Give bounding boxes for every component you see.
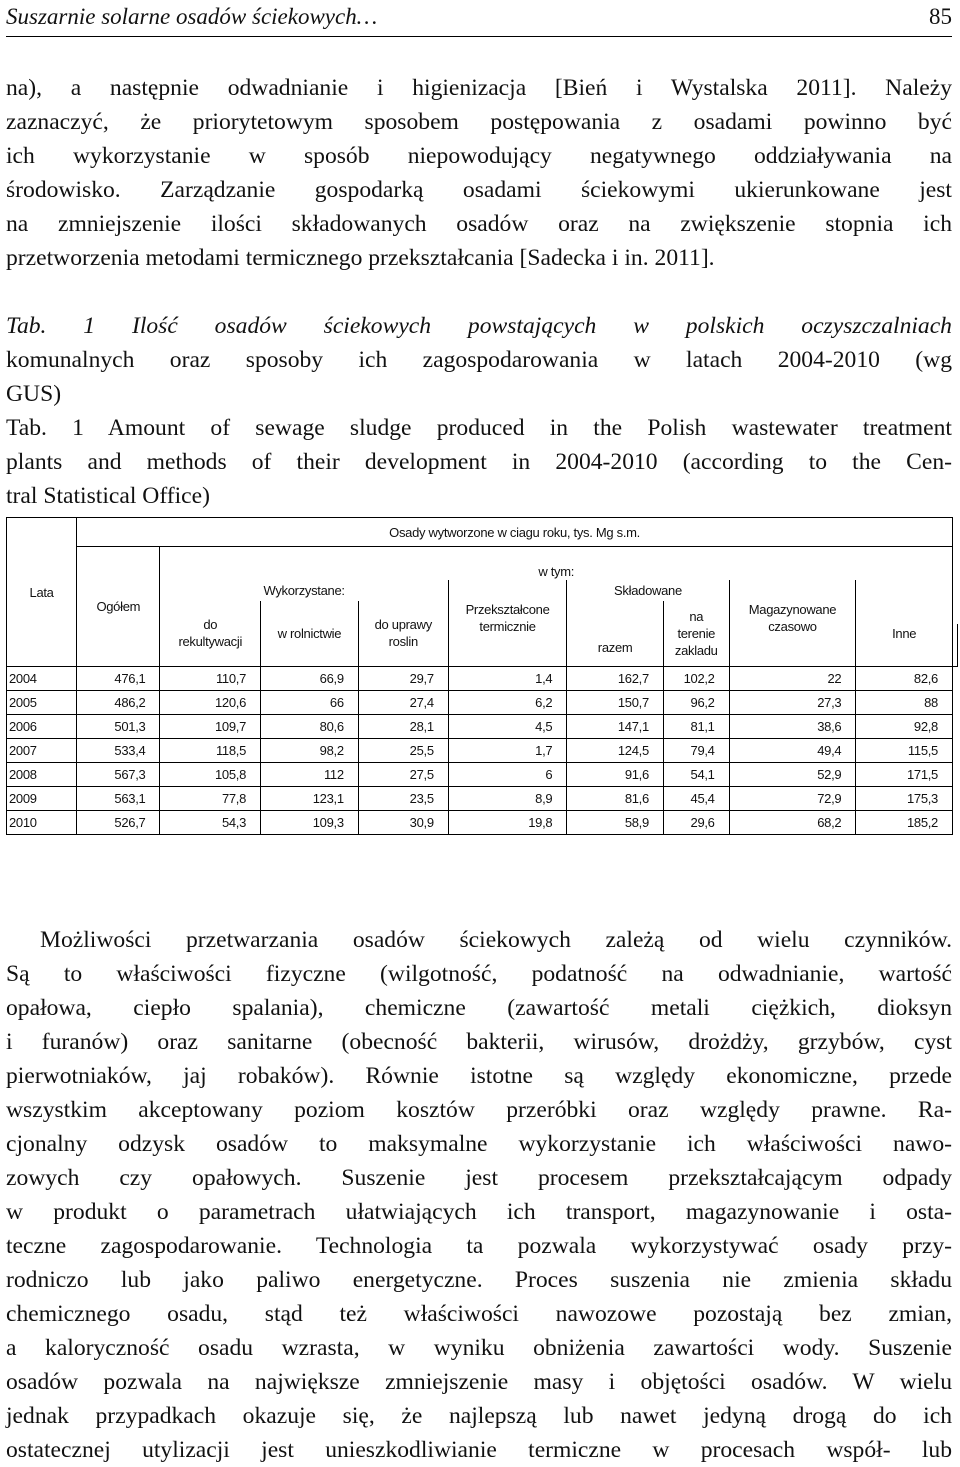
paragraph-line: a kaloryczność osadu wzrasta, w wyniku obniżenia zawartości wody. Suszenie — [6, 1335, 952, 1361]
crops-cell: 30,9 — [358, 811, 448, 835]
total-cell: 567,3 — [77, 763, 160, 787]
agriculture-cell: 123,1 — [261, 787, 359, 811]
year-cell: 2005 — [7, 691, 77, 715]
other-header: Inne — [856, 601, 953, 667]
temporary-storage-cell: 68,2 — [729, 811, 856, 835]
on-site-cell: 102,2 — [663, 667, 729, 691]
table-row — [7, 715, 958, 739]
crops-header: do uprawy roslin — [358, 601, 448, 667]
agriculture-cell: 66 — [261, 691, 359, 715]
stored-total-cell: 58,9 — [567, 811, 664, 835]
on-site-cell: 29,6 — [663, 811, 729, 835]
paragraph-line: przetworzenia metodami termicznego przekształcania [Sadecka i in. 2011]. — [6, 245, 715, 271]
reclamation-header: do rekultywacji — [160, 601, 261, 667]
temporary-storage-cell: 52,9 — [729, 763, 856, 787]
caption-line: GUS) — [6, 381, 62, 407]
blank-cell — [953, 624, 958, 667]
paragraph-line: w produkt o parametrach ułatwiających ich transport, magazynowanie i osta- — [6, 1199, 952, 1225]
paragraph-line: na), a następnie odwadnianie i higienizacja [Bień i Wystalska 2011]. Należy — [6, 75, 952, 101]
paragraph-line: środowisko. Zarządzanie gospodarką osadami ściekowymi ukierunkowane jest — [6, 177, 952, 203]
agriculture-header: w rolnictwie — [261, 601, 359, 667]
page-number: 85 — [929, 4, 952, 29]
year-header: Lata — [7, 518, 77, 667]
temporary-storage-cell: 27,3 — [729, 691, 856, 715]
other-cell: 171,5 — [856, 763, 953, 787]
total-header: Ogółem — [77, 547, 160, 667]
thermal-cell: 8,9 — [448, 787, 567, 811]
paragraph-line: zowych czy opałowych. Suszenie jest procesem przekształcającym odpady — [6, 1165, 952, 1191]
caption-line: komunalnych oraz sposoby ich zagospodarowania w latach 2004-2010 (wg — [6, 347, 952, 373]
other-cell: 88 — [856, 691, 953, 715]
caption-line: Tab. 1 Amount of sewage sludge produced in the Polish wastewater treatment — [6, 415, 952, 441]
stored-total-cell: 150,7 — [567, 691, 664, 715]
stored-total-cell: 81,6 — [567, 787, 664, 811]
paragraph-line: zaznaczyć, że priorytetowym sposobem postępowania z osadami powinno być — [6, 109, 952, 135]
year-cell: 2010 — [7, 811, 77, 835]
caption-line: plants and methods of their development in 2004-2010 (according to the Cen- — [6, 449, 952, 475]
temporary-storage-cell: 49,4 — [729, 739, 856, 763]
agriculture-cell: 66,9 — [261, 667, 359, 691]
year-cell: 2006 — [7, 715, 77, 739]
crops-cell: 25,5 — [358, 739, 448, 763]
agriculture-cell: 109,3 — [261, 811, 359, 835]
other-cell: 185,2 — [856, 811, 953, 835]
blank-cell — [729, 580, 856, 601]
paragraph-line: rodniczo lub jako paliwo energetyczne. Proces suszenia nie zmienia składu — [6, 1267, 952, 1293]
year-cell: 2008 — [7, 763, 77, 787]
on-site-cell: 79,4 — [663, 739, 729, 763]
table-title: Osady wytworzone w ciagu roku, tys. Mg s.m. — [77, 518, 953, 547]
total-cell: 526,7 — [77, 811, 160, 835]
year-cell: 2007 — [7, 739, 77, 763]
total-cell: 533,4 — [77, 739, 160, 763]
on-site-cell: 54,1 — [663, 763, 729, 787]
paragraph-line: na zmniejszenie ilości składowanych osadów oraz na zwiększenie stopnia ich — [6, 211, 952, 237]
paragraph-line: osadów pozwala na największe zmniejszenie masy i objętości osadów. W wielu — [6, 1369, 952, 1395]
table-caption-pl — [6, 309, 952, 411]
thermal-cell: 4,5 — [448, 715, 567, 739]
caption-line: tral Statistical Office) — [6, 483, 210, 509]
caption-line — [6, 309, 952, 343]
blank-cell — [856, 580, 953, 601]
table-row — [7, 691, 958, 715]
total-cell: 501,3 — [77, 715, 160, 739]
temporary-storage-cell: 38,6 — [729, 715, 856, 739]
crops-cell: 27,5 — [358, 763, 448, 787]
paragraph-line: wszystkim akceptowany poziom kosztów przeróbki oraz względy prawne. Ra- — [6, 1097, 952, 1123]
other-cell: 115,5 — [856, 739, 953, 763]
temporary-storage-header: Magazynowane czasowo — [729, 601, 856, 667]
paragraph-line: chemicznego osadu, stąd też właściwości nawozowe pozostają bez zmian, — [6, 1301, 952, 1327]
agriculture-cell: 112 — [261, 763, 359, 787]
on-site-header: na terenie zakladu — [663, 601, 729, 667]
stored-total-cell: 124,5 — [567, 739, 664, 763]
crops-cell: 27,4 — [358, 691, 448, 715]
other-cell: 92,8 — [856, 715, 953, 739]
reclamation-cell: 77,8 — [160, 787, 261, 811]
used-header: Wykorzystane: — [160, 580, 448, 601]
reclamation-cell: 54,3 — [160, 811, 261, 835]
total-cell: 486,2 — [77, 691, 160, 715]
thermal-cell: 6 — [448, 763, 567, 787]
paragraph-line: ostatecznej utylizacji jest unieszkodliwianie termiczne w procesach współ- lub — [6, 1437, 952, 1463]
year-cell: 2009 — [7, 787, 77, 811]
agriculture-cell: 98,2 — [261, 739, 359, 763]
paragraph-line: jednak przypadkach okazuje się, że najlepszą lub nawet jedyną drogą do ich — [6, 1403, 952, 1429]
thermal-cell: 1,4 — [448, 667, 567, 691]
on-site-cell: 45,4 — [663, 787, 729, 811]
table-row — [7, 811, 958, 835]
crops-cell: 29,7 — [358, 667, 448, 691]
total-cell: 563,1 — [77, 787, 160, 811]
paragraph-line: teczne zagospodarowanie. Technologia ta pozwala wykorzystywać osady przy- — [6, 1233, 952, 1259]
table-row — [7, 787, 958, 811]
on-site-cell: 81,1 — [663, 715, 729, 739]
sludge-table — [6, 517, 958, 835]
paragraph-line: Są to właściwości fizyczne (wilgotność, podatność na odwadnianie, wartość — [6, 961, 952, 987]
temporary-storage-cell: 22 — [729, 667, 856, 691]
paragraph-line: ich wykorzystanie w sposób niepowodujący negatywnego oddziaływania na — [6, 143, 952, 169]
paragraph-line: Możliwości przetwarzania osadów ściekowych zależą od wielu czynników. — [40, 927, 952, 953]
running-title: Suszarnie solarne osadów ściekowych… — [6, 4, 378, 29]
stored-total-cell: 162,7 — [567, 667, 664, 691]
paragraph-line: i furanów) oraz sanitarne (obecność bakterii, wirusów, drożdży, grzybów, cyst — [6, 1029, 952, 1055]
blank-cell — [448, 580, 567, 601]
temporary-storage-cell: 72,9 — [729, 787, 856, 811]
stored-total-cell: 91,6 — [567, 763, 664, 787]
stored-header: Składowane — [567, 580, 729, 601]
thermal-cell: 6,2 — [448, 691, 567, 715]
thermal-header: Przekształcone termicznie — [448, 601, 567, 667]
reclamation-cell: 110,7 — [160, 667, 261, 691]
reclamation-cell: 118,5 — [160, 739, 261, 763]
paragraph-line: pierwotniaków, jaj robaków). Równie istotne są względy ekonomiczne, przede — [6, 1063, 952, 1089]
thermal-cell: 19,8 — [448, 811, 567, 835]
agriculture-cell: 80,6 — [261, 715, 359, 739]
other-cell: 82,6 — [856, 667, 953, 691]
crops-cell: 28,1 — [358, 715, 448, 739]
stored-total-header: razem — [567, 601, 664, 667]
other-cell: 175,3 — [856, 787, 953, 811]
table-caption-en — [6, 411, 952, 513]
paragraph-line: cjonalny odzysk osadów to maksymalne wykorzystanie ich właściwości nawo- — [6, 1131, 952, 1157]
stored-total-cell: 147,1 — [567, 715, 664, 739]
year-cell: 2004 — [7, 667, 77, 691]
reclamation-cell: 120,6 — [160, 691, 261, 715]
on-site-cell: 96,2 — [663, 691, 729, 715]
table-row — [7, 763, 958, 787]
caption-text: Ilość osadów ściekowych powstających w polskich oczyszczalniach — [95, 313, 952, 339]
paragraph-line: opałowa, ciepło spalania), chemiczne (zawartość metali ciężkich, dioksyn — [6, 995, 952, 1021]
total-cell: 476,1 — [77, 667, 160, 691]
page-header — [6, 0, 952, 37]
caption-label: Tab. 1 — [6, 313, 96, 339]
table-row — [7, 667, 958, 691]
table-row — [7, 739, 958, 763]
reclamation-cell: 105,8 — [160, 763, 261, 787]
thermal-cell: 1,7 — [448, 739, 567, 763]
reclamation-cell: 109,7 — [160, 715, 261, 739]
w-tym-header: w tym: — [160, 547, 953, 580]
crops-cell: 23,5 — [358, 787, 448, 811]
